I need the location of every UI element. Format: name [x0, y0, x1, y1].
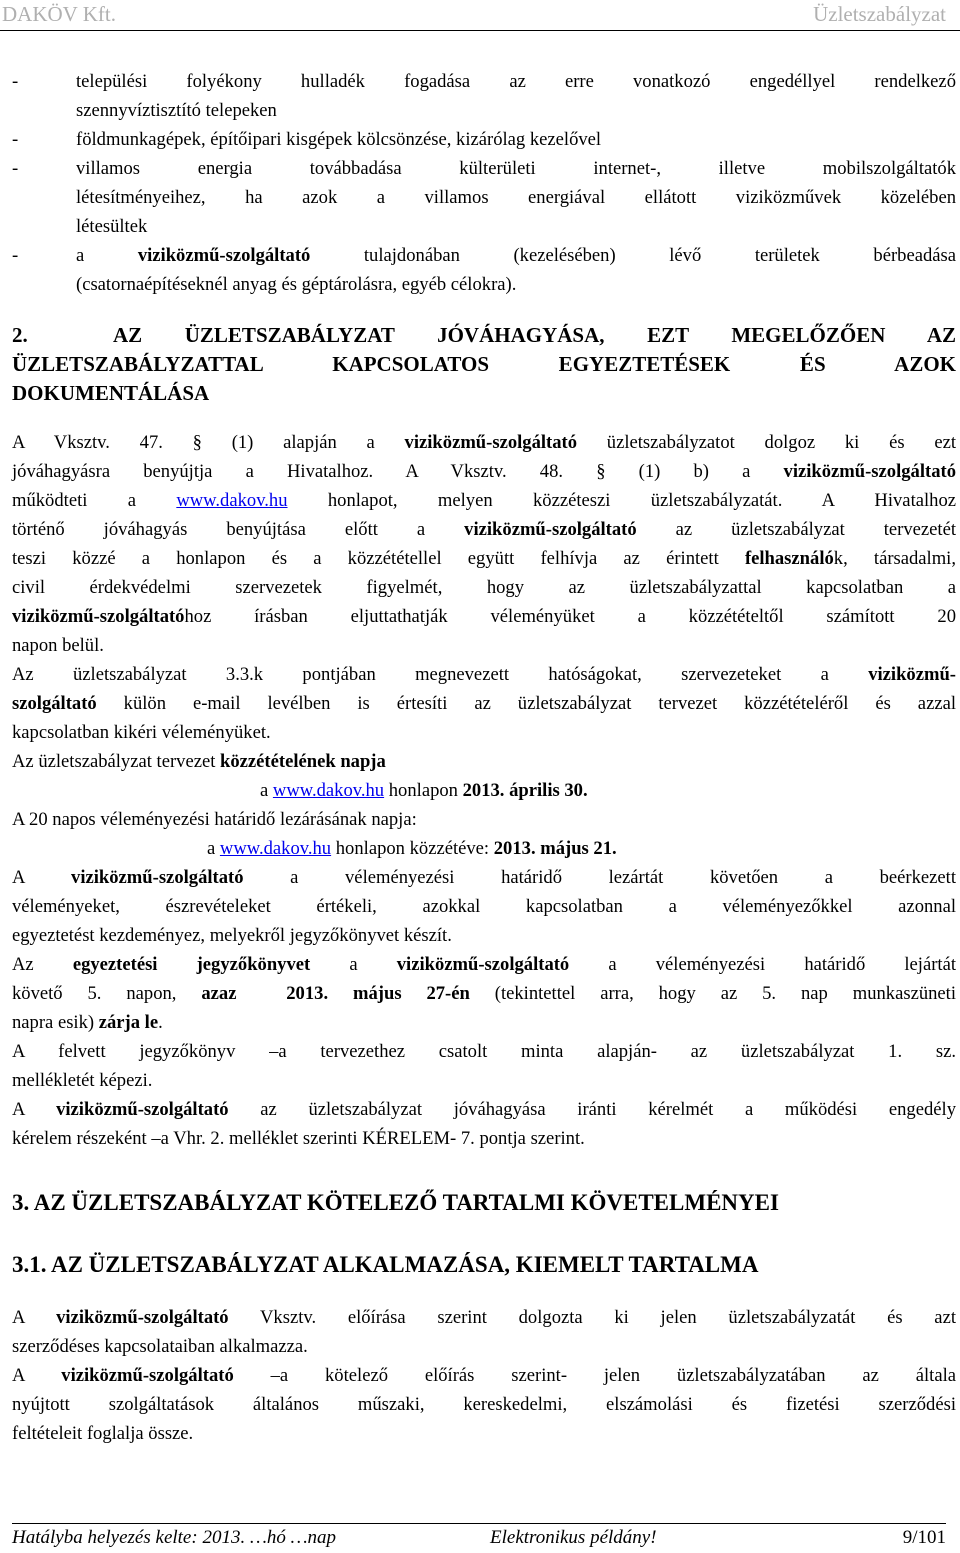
- bullet-1: - települési folyékony hulladék fogadása az erre vonatkozó engedéllyel rendelkező: [12, 71, 956, 92]
- section-2-heading-l2: ÜZLETSZABÁLYZATTAL KAPCSOLATOS EGYEZTETÉSEK ÉS AZOK: [12, 352, 956, 376]
- publication-date-line: a www.dakov.hu honlapon 2013. április 30.: [260, 780, 588, 801]
- company-name: DAKÖV Kft.: [2, 2, 116, 26]
- p3-line-3: egyeztetést kezdeményez, melyekről jegyzőkönyvet készít.: [12, 925, 452, 946]
- p1-line-2: jóváhagyásra benyújtja a Hivatalhoz. A Vksztv. 48. § (1) b) a viziközmű-szolgáltató: [12, 461, 956, 482]
- p1-line-7: viziközmű-szolgáltatóhoz írásban eljuttathatják véleményüket a közzétételtől számított 20: [12, 606, 956, 627]
- dakov-link-3[interactable]: www.dakov.hu: [219, 838, 332, 859]
- electronic-copy-note: Elektronikus példány!: [490, 1527, 657, 1548]
- document-title: Üzletszabályzat: [813, 2, 946, 26]
- p8-line-2: nyújtott szolgáltatások általános műszaki, kereskedelmi, elszámolási és fizetési szerződési: [12, 1394, 956, 1415]
- p8-line-1: A viziközmű-szolgáltató –a kötelező előírás szerint- jelen üzletszabályzatában az általa: [12, 1365, 956, 1386]
- p5-line-1: A felvett jegyzőkönyv –a tervezethez csatolt minta alapján- az üzletszabályzat 1. sz.: [12, 1041, 956, 1062]
- bullet-3-cont2: létesültek: [76, 216, 148, 237]
- p3-line-1: A viziközmű-szolgáltató a véleményezési határidő lezártát követően a beérkezett: [12, 867, 956, 888]
- section-2-heading: 2. AZ ÜZLETSZABÁLYZAT JÓVÁHAGYÁSA, EZT MEGELŐZŐEN AZ: [12, 323, 956, 347]
- p5-line-2: mellékletét képezi.: [12, 1070, 153, 1091]
- p3-line-2: véleményeket, észrevételeket értékeli, azokkal kapcsolatban a véleményezőkkel azonnal: [12, 896, 956, 917]
- bullet-4: - a viziközmű-szolgáltató tulajdonában (kezelésében) lévő területek bérbeadása: [12, 245, 957, 266]
- dakov-link-2[interactable]: www.dakov.hu: [272, 780, 385, 801]
- document-body: [12, 67, 956, 1448]
- p1-line-8: napon belül.: [12, 635, 104, 656]
- p2-line-1: Az üzletszabályzat 3.3.k pontjában megnevezett hatóságokat, szervezeteket a viziközmű-: [12, 664, 956, 685]
- p2-line-2: szolgáltató külön e-mail levélben is értesíti az üzletszabályzat tervezet közzétételéről és azzal: [12, 693, 956, 714]
- p2-line-3: kapcsolatban kikéri véleményüket.: [12, 722, 271, 743]
- p8-line-3: feltételeit foglalja össze.: [12, 1423, 194, 1444]
- section-3-1-heading: 3.1. AZ ÜZLETSZABÁLYZAT ALKALMAZÁSA, KIEMELT TARTALMA: [12, 1252, 759, 1277]
- bullet-4-cont: (csatornaépítéseknél anyag és géptárolásra, egyéb célokra).: [76, 274, 517, 295]
- p6-line-1: A viziközmű-szolgáltató az üzletszabályzat jóváhagyása iránti kérelmét a működési engedély: [12, 1099, 956, 1120]
- page-footer: [12, 1523, 946, 1553]
- p1-line-4: történő jóváhagyás benyújtása előtt a viziközmű-szolgáltató az üzletszabályzat tervezetét: [12, 519, 956, 540]
- closing-date-line: a www.dakov.hu honlapon közzétéve: 2013. május 21.: [207, 838, 617, 859]
- p1-line-6: civil érdekvédelmi szervezetek figyelmét, hogy az üzletszabályzattal kapcsolatban a: [12, 577, 956, 598]
- p7-line-1: A viziközmű-szolgáltató Vksztv. előírása szerint dolgozta ki jelen üzletszabályzatát és azt: [12, 1307, 956, 1328]
- p6-line-2: kérelem részeként –a Vhr. 2. melléklet szerinti KÉRELEM- 7. pontja szerint.: [12, 1128, 585, 1149]
- p4-line-3: napra esik) zárja le.: [12, 1012, 163, 1033]
- effective-date: Hatályba helyezés kelte: 2013. …hó …nap: [12, 1527, 336, 1548]
- bullet-1-cont: szennyvíztisztító telepeken: [76, 100, 277, 121]
- section-2-heading-l3: DOKUMENTÁLÁSA: [12, 381, 210, 405]
- p1-line-1: A Vksztv. 47. § (1) alapján a viziközmű-szolgáltató üzletszabályzatot dolgoz ki és ezt: [12, 432, 956, 453]
- p1-line-3: működteti a www.dakov.hu honlapot, melyen közzéteszi üzletszabályzatát. A Hivatalhoz: [12, 490, 956, 511]
- page-number: 9/101: [902, 1527, 946, 1548]
- closing-label: A 20 napos véleményezési határidő lezárásának napja:: [12, 809, 417, 830]
- bullet-3-cont: létesítményeihez, ha azok a villamos energiával ellátott viziközművek közelében: [76, 187, 956, 208]
- bullet-2: - földmunkagépek, építőipari kisgépek kölcsönzése, kizárólag kezelővel: [12, 129, 602, 150]
- dakov-link[interactable]: www.dakov.hu: [176, 490, 288, 511]
- p7-line-2: szerződéses kapcsolataiban alkalmazza.: [12, 1336, 308, 1357]
- publication-label: Az üzletszabályzat tervezet közzétételének napja: [12, 751, 386, 772]
- bullet-3: - villamos energia továbbadása külterületi internet-, illetve mobilszolgáltatók: [12, 158, 956, 179]
- p4-line-1: Az egyeztetési jegyzőkönyvet a viziközmű-szolgáltató a véleményezési határidő lejártát: [12, 954, 956, 975]
- p1-line-5: teszi közzé a honlapon és a közzététellel együtt felhívja az érintett felhasználók, társadalmi,: [12, 548, 956, 569]
- section-3-heading: 3. AZ ÜZLETSZABÁLYZAT KÖTELEZŐ TARTALMI KÖVETELMÉNYEI: [12, 1190, 779, 1215]
- page-header: [0, 0, 960, 31]
- p4-line-2: követő 5. napon, azaz 2013. május 27-én (tekintettel arra, hogy az 5. nap munkaszüneti: [12, 983, 956, 1004]
